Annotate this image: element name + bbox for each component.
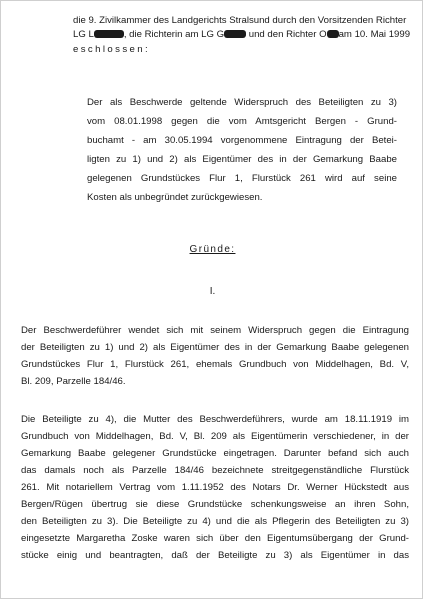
decision-line: gelegenen Grundstückes Flur 1, Flurstück 261 wird auf seine: [87, 173, 397, 184]
header-line-2: [73, 29, 410, 41]
header-line-3: eschlossen:: [73, 44, 151, 55]
decision-line: Kosten als unbegründet zurückgewiesen.: [87, 192, 263, 203]
decision-line: Der als Beschwerde geltende Widerspruch des Beteiligten zu 3): [87, 97, 397, 108]
header-line-1: die 9. Zivilkammer des Landgerichts Stralsund durch den Vorsitzenden Richter: [73, 15, 407, 26]
paragraph-2-line: 261. Mit notariellem Vertrag vom 1.11.1952 des Notars Dr. Werner Hückstedt aus: [21, 482, 409, 493]
redaction-mark: [94, 30, 124, 38]
paragraph-2-line: Grundbuch von Middelhagen, Bd. V, Bl. 209 als Eigentümerin verschiedener, in der: [21, 431, 409, 442]
section-title: Gründe:: [189, 244, 236, 255]
redaction-mark: [327, 30, 339, 38]
header-judge-middle: , die Richterin am LG G: [123, 29, 225, 40]
paragraph-1-line: Der Beschwerdeführer wendet sich mit seinem Widerspruch gegen die Eintragung: [21, 325, 409, 336]
decision-line: buchamt - am 30.05.1994 vorgenommene Eintragung der Betei-: [87, 135, 397, 146]
paragraph-2-line: Gemarkung Baabe gelegener Grundstücke eingetragen. Darunter befand sich auch: [21, 448, 409, 459]
redaction-mark: [224, 30, 246, 38]
paragraph-2-line: stücke einig und beantragten, daß der Beteiligte zu 3) als Eigentümer in das: [21, 550, 409, 561]
paragraph-1-line: der Beteiligten zu 1) und 2) als Eigentümer des in der Gemarkung Baabe gelegenen: [21, 342, 409, 353]
section-number: I.: [209, 286, 216, 297]
paragraph-2-line: den Beteiligten zu 3). Die Beteiligte zu 4) und die als Pflegerin des Beteiligten zu 3): [21, 516, 409, 527]
paragraph-1-line: Bl. 209, Parzelle 184/46.: [21, 376, 126, 387]
decision-line: vom 08.01.1998 gegen die vom Amtsgericht Bergen - Grund-: [87, 116, 397, 127]
paragraph-2-line: Die Beteiligte zu 4), die Mutter des Beschwerdeführers, wurde am 18.11.1919 im: [21, 414, 409, 425]
header-date: am 10. Mai 1999: [338, 29, 411, 40]
header-judge-prefix: LG L: [73, 29, 94, 40]
paragraph-1-line: Grundstückes Flur 1, Flurstück 261, ehemals Grundbuch von Middelhagen, Bd. V,: [21, 359, 409, 370]
paragraph-2-line: eingesetzte Margaretha Zoske waren sich über den Eigentumsübergang der Grund-: [21, 533, 409, 544]
paragraph-2-line: das damals noch als Parzelle 184/46 bezeichnete streitgegenständliche Flurstück: [21, 465, 409, 476]
decision-line: ligten zu 1) und 2) als Eigentümer des in der Gemarkung Baabe: [87, 154, 397, 165]
paragraph-2-line: Bergen/Rügen übertrug sie diese Grundstücke schenkungsweise an ihren Sohn,: [21, 499, 409, 510]
header-judge-third: und den Richter O: [246, 29, 327, 40]
